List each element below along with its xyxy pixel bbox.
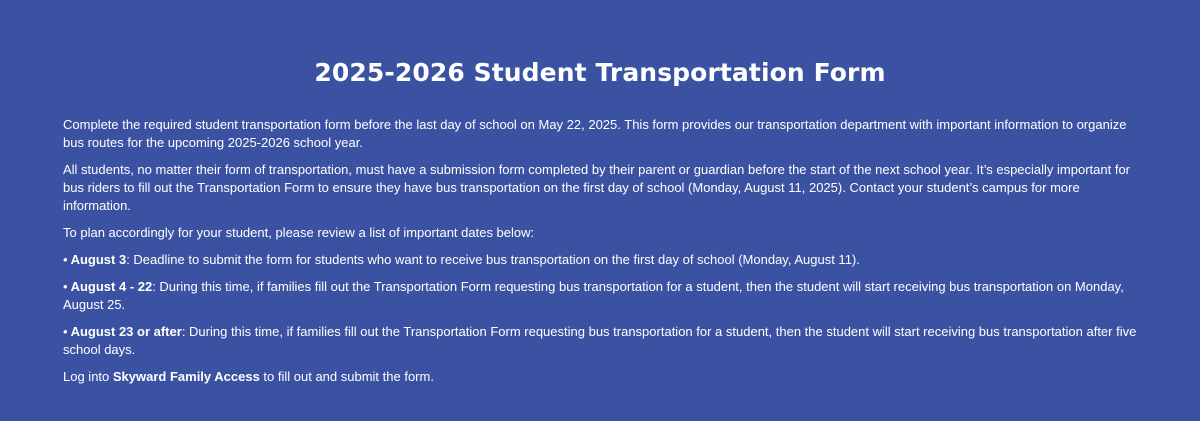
- intro-paragraph: Complete the required student transportation form before the last day of school on May 22, 2025. This form provides our transportation department with important information to organize bus routes for the upcoming 2025-2026 school year.: [63, 117, 1127, 150]
- date-label: August 3: [70, 252, 127, 267]
- login-prefix: Log into: [63, 369, 113, 384]
- date-label: August 4 - 22: [70, 279, 153, 294]
- date-label: August 23 or after: [70, 324, 182, 339]
- date-item-august-23-or-after: [63, 323, 1137, 359]
- date-text: : Deadline to submit the form for students who want to receive bus transportation on the first day of school (Monday, August 11).: [126, 252, 860, 267]
- login-paragraph: [63, 368, 1137, 386]
- content: [63, 116, 1137, 386]
- bullet: •: [63, 324, 68, 339]
- bullet: •: [63, 279, 68, 294]
- page-title: 2025-2026 Student Transportation Form: [314, 58, 886, 87]
- login-suffix: to fill out and submit the form.: [259, 369, 434, 384]
- skyward-family-access-link[interactable]: Skyward Family Access: [112, 369, 260, 384]
- plan-paragraph: To plan accordingly for your student, please review a list of important dates below:: [63, 225, 535, 240]
- date-item-august-3: [63, 251, 1137, 269]
- date-text: : During this time, if families fill out the Transportation Form requesting bus transportation for a student, then the student will start receiving bus transportation after five school days.: [63, 324, 1137, 357]
- bullet: •: [63, 252, 68, 267]
- all-students-paragraph: All students, no matter their form of transportation, must have a submission form completed by their parent or guardian before the start of the next school year. It’s especially important for bus riders to fill out the Transportation Form to ensure they have bus transportation on the first day of school (Monday, August 11, 2025). Contact your student’s campus for more information.: [63, 162, 1131, 213]
- date-text: : During this time, if families fill out the Transportation Form requesting bus transportation for a student, then the student will start receiving bus transportation on Monday, August 25.: [63, 279, 1124, 312]
- date-item-august-4-22: [63, 278, 1137, 314]
